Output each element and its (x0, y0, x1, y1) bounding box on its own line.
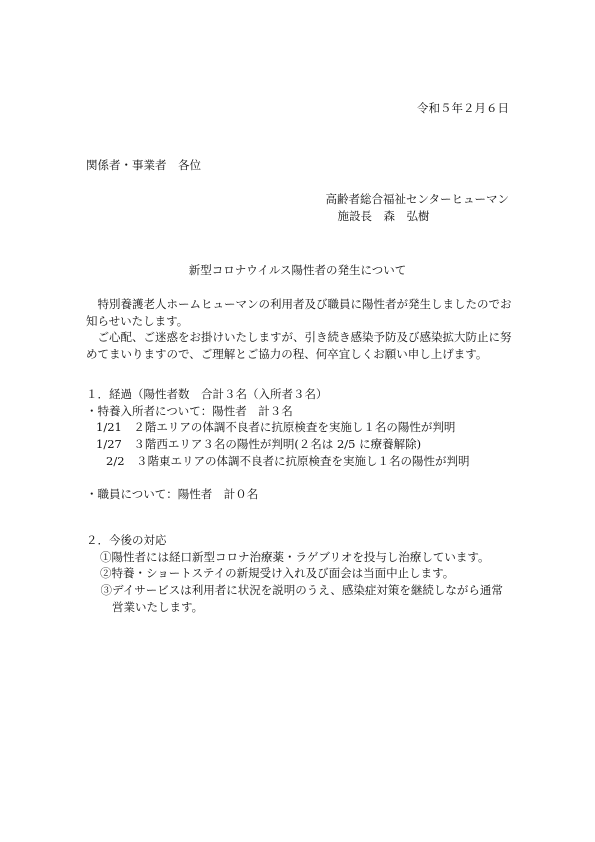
body-paragraph: ご心配、ご迷惑をお掛けいたしますが、引き続き感染予防及び感染拡大防止に努めてまいりますので、ご理解とご協力の程、何卒宜しくお願い申し上げます。 (86, 330, 512, 362)
body-paragraph: 特別養護老人ホームヒューマンの利用者及び職員に陽性者が発生しましたのでお知らせいたします。 (86, 297, 512, 328)
recipient-line: 関係者・事業者 各位 (86, 158, 201, 172)
residents-heading: ・特養入所者について：陽性者 計３名 (86, 403, 293, 418)
sender-block (325, 191, 509, 224)
section-progress (86, 386, 514, 503)
staff-line: ・職員について：陽性者 計０名 (86, 487, 259, 502)
spacer (86, 469, 514, 486)
sender-signatory: 施設長 森 弘樹 (337, 208, 430, 223)
timeline-entry: 2/2 ３階東エリアの体調不良者に抗原検査を実施し１名の陽性が判明 (106, 453, 470, 468)
sender-organization: 高齢者総合福祉センターヒューマン (325, 192, 509, 206)
response-item: ②特養・ショートステイの新規受け入れ及び面会は当面中止します。 (100, 566, 455, 581)
section-heading: ２．今後の対応 (86, 533, 167, 547)
timeline-entry: 1/21 ２階エリアの体調不良者に抗原検査を実施し１名の陽性が判明 (96, 420, 456, 435)
body-text (86, 296, 514, 363)
section-heading: １．経過（陽性者数 合計３名（入所者３名） (86, 387, 328, 401)
section-response (86, 532, 514, 615)
response-item: ①陽性者には経口新型コロナ治療薬・ラゲブリオを投与し治療しています。 (100, 549, 490, 564)
timeline-entry: 1/27 ３階西エリア３名の陽性が判明(２名は 2/5 に療養解除) (96, 437, 422, 452)
document-title: 新型コロナウイルス陽性者の発生について (188, 263, 407, 277)
response-item: ③デイサービスは利用者に状況を説明のうえ、感染症対策を継続しながら通常営業いたします。 (100, 583, 503, 614)
document-date: 令和５年２月６日 (417, 101, 509, 115)
